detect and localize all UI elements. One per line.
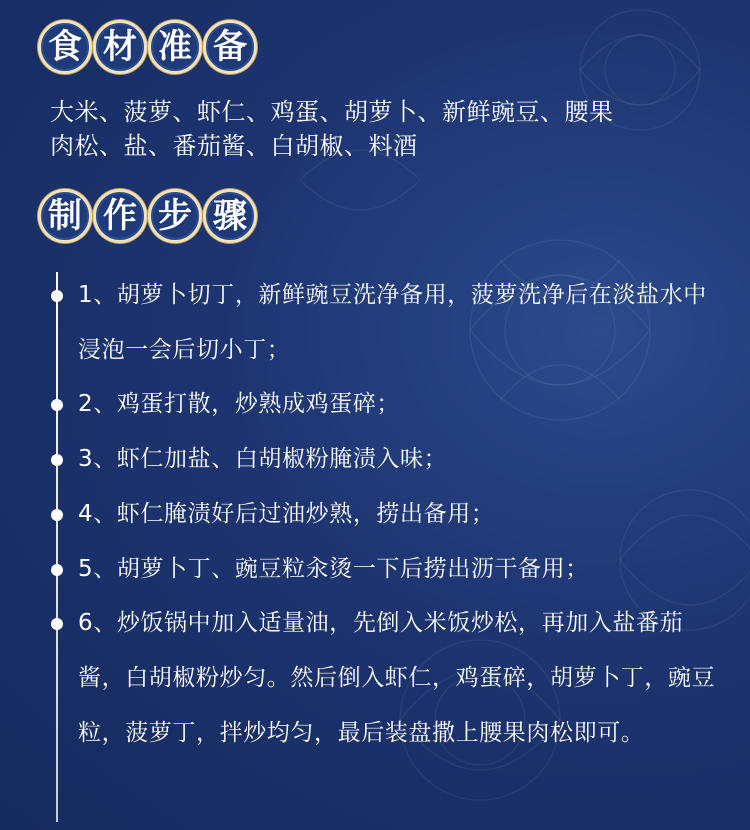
- ingredients-line: 肉松、盐、番茄酱、白胡椒、料酒: [50, 132, 418, 160]
- timeline-line: [56, 272, 58, 822]
- header-char: 准: [148, 20, 202, 74]
- timeline-dot: [51, 564, 63, 576]
- steps-header: [38, 189, 258, 243]
- header-char: 骤: [203, 189, 257, 243]
- timeline-dot: [51, 509, 63, 521]
- ingredients-line: 大米、菠萝、虾仁、鸡蛋、胡萝卜、新鲜豌豆、腰果: [50, 98, 614, 126]
- step-item: 4、虾仁腌渍好后过油炒熟，捞出备用；: [78, 501, 495, 527]
- header-char: 步: [148, 189, 202, 243]
- header-char: 制: [38, 189, 92, 243]
- step-item: 1、胡萝卜切丁，新鲜豌豆洗净备用，菠萝洗净后在淡盐水中浸泡一会后切小丁；: [78, 282, 707, 363]
- step-item: 2、鸡蛋打散，炒熟成鸡蛋碎；: [78, 391, 401, 417]
- step-item: 3、虾仁加盐、白胡椒粉腌渍入味；: [78, 446, 448, 472]
- step-item: 5、胡萝卜丁、豌豆粒汆烫一下后捞出沥干备用；: [78, 556, 589, 582]
- header-char: 材: [93, 20, 147, 74]
- ingredients-list: [50, 95, 710, 163]
- header-char: 作: [93, 189, 147, 243]
- step-item: 6、炒饭锅中加入适量油，先倒入米饭炒松，再加入盐番茄酱，白胡椒粉炒匀。然后倒入虾仁，鸡蛋碎，胡萝卜丁，豌豆粒，菠萝丁，拌炒均匀，最后装盘撒上腰果肉松即可。: [78, 610, 716, 746]
- timeline-dot: [51, 399, 63, 411]
- timeline-dot: [51, 618, 63, 630]
- timeline-dot: [51, 290, 63, 302]
- header-char: 食: [38, 20, 92, 74]
- header-char: 备: [203, 20, 257, 74]
- ingredients-header: [38, 20, 258, 74]
- timeline-dot: [51, 454, 63, 466]
